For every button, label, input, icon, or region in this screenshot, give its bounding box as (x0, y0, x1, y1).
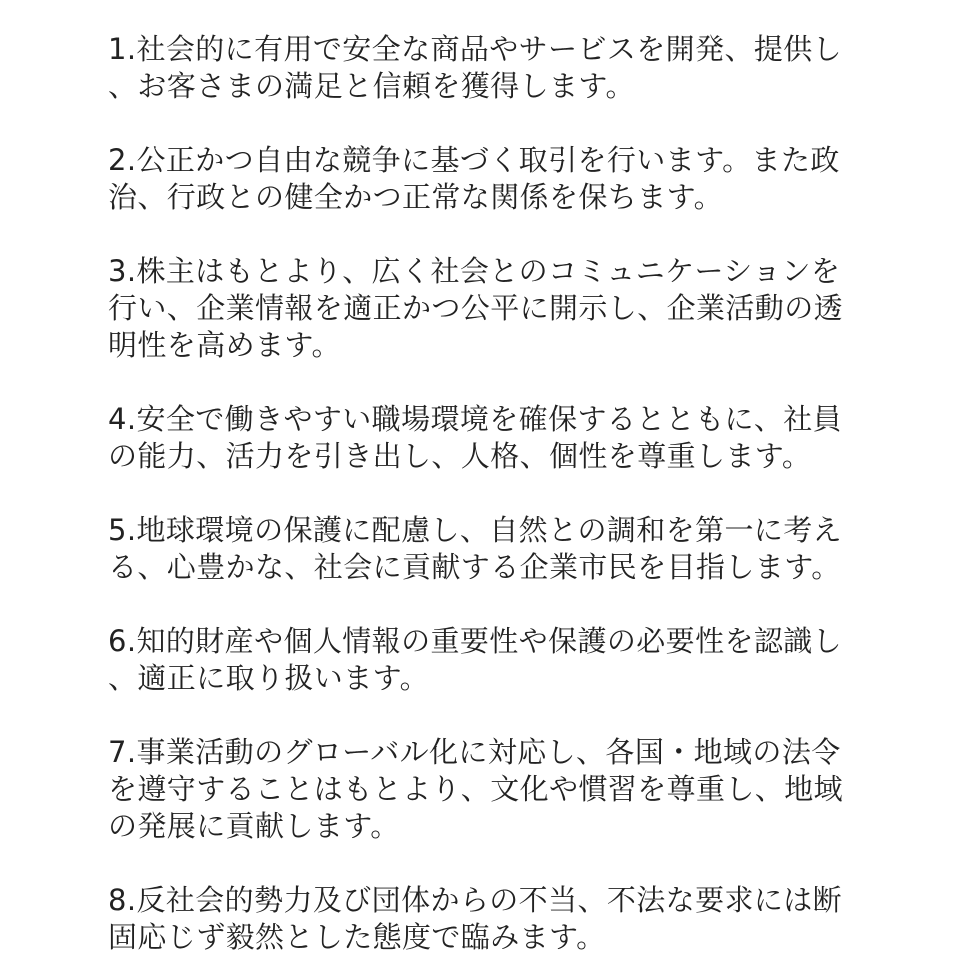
policy-line: 4.安全で働きやすい職場環境を確保するとともに、社員 (108, 402, 843, 436)
policy-line: 、お客さまの満足と信頼を獲得します。 (108, 69, 635, 103)
policy-line: 治、行政との健全かつ正常な関係を保ちます。 (108, 180, 724, 214)
policy-item-2 (108, 142, 888, 216)
policy-item-8 (108, 882, 888, 956)
policy-item-3 (108, 253, 888, 364)
policy-line: る、心豊かな、社会に貢献する企業市民を目指します。 (108, 550, 841, 584)
policy-line: 2.公正かつ自由な競争に基づく取引を行います。また政 (108, 143, 840, 177)
policy-item-4 (108, 401, 888, 475)
policy-line: 1.社会的に有用で安全な商品やサービスを開発、提供し (108, 32, 843, 66)
policy-line: を遵守することはもとより、文化や慣習を尊重し、地域 (108, 772, 844, 806)
policy-document (108, 31, 888, 956)
policy-item-7 (108, 734, 888, 845)
policy-line: 行い、企業情報を適正かつ公平に開示し、企業活動の透 (108, 291, 844, 325)
policy-item-1 (108, 31, 888, 105)
policy-line: 8.反社会的勢力及び団体からの不当、不法な要求には断 (108, 883, 843, 917)
policy-item-6 (108, 623, 888, 697)
policy-line: 固応じず毅然とした態度で臨みます。 (108, 920, 606, 954)
policy-line: 3.株主はもとより、広く社会とのコミュニケーションを (108, 254, 841, 288)
policy-line: の発展に貢献します。 (108, 809, 400, 843)
policy-line: 5.地球環境の保護に配慮し、自然との調和を第一に考え (108, 513, 843, 547)
policy-line: の能力、活力を引き出し、人格、個性を尊重します。 (108, 439, 812, 473)
policy-line: 7.事業活動のグローバル化に対応し、各国・地域の法令 (108, 735, 841, 769)
policy-line: 6.知的財産や個人情報の重要性や保護の必要性を認識し (108, 624, 843, 658)
policy-line: 明性を高めます。 (108, 328, 341, 362)
policy-item-5 (108, 512, 888, 586)
policy-line: 、適正に取り扱います。 (108, 661, 430, 695)
